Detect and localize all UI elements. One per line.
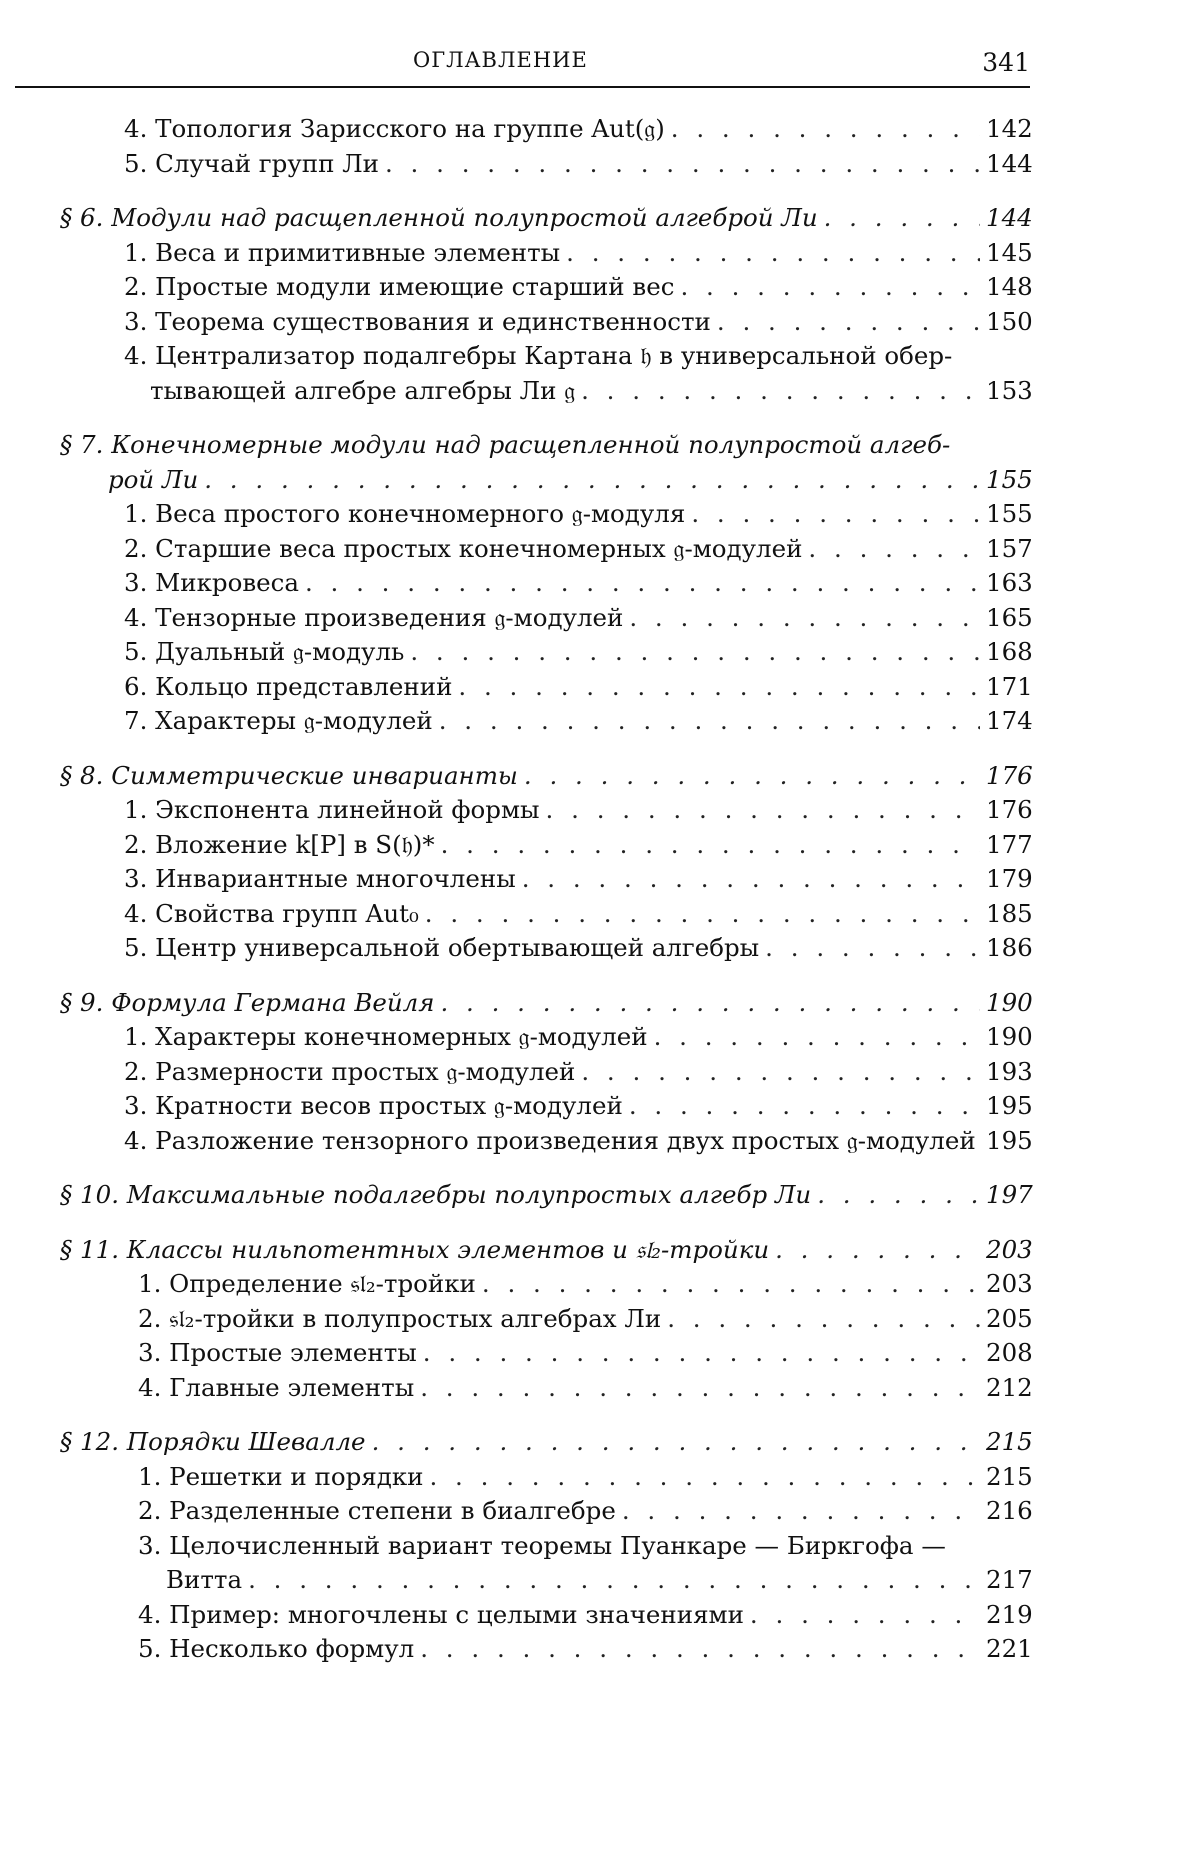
entry-page: 179 (986, 864, 1033, 893)
spacer (60, 739, 1030, 759)
entry-title: 6. Кольцо представлений (124, 671, 453, 701)
entry-title: 4. Разложение тензорного произведения двух простых 𝔤-модулей (124, 1125, 976, 1155)
toc-entry (60, 635, 1033, 670)
entry-page: 216 (986, 1496, 1033, 1525)
entry-page: 193 (986, 1056, 1033, 1086)
section-heading (60, 759, 1033, 794)
dot-leader (629, 1089, 980, 1124)
entry-title: 4. Топология Зарисского на группе Aut(𝔤) (124, 114, 665, 143)
dot-leader (581, 374, 980, 409)
entry-page: 176 (986, 760, 1033, 790)
toc-entry (60, 532, 1033, 567)
dot-leader (524, 759, 980, 794)
entry-page: 195 (986, 1125, 1033, 1155)
entry-title: 4. Тензорные произведения 𝔤-модулей (124, 602, 624, 632)
entry-page: 212 (986, 1372, 1033, 1402)
toc-entry (60, 670, 1033, 705)
toc-entry (60, 1124, 1033, 1159)
entry-title: 2. Размерности простых 𝔤-модулей (124, 1056, 576, 1086)
toc-entry (60, 1020, 1033, 1055)
entry-title: 7. Характеры 𝔤-модулей (124, 706, 433, 735)
dot-leader (817, 1178, 980, 1213)
entry-page: 157 (986, 533, 1033, 563)
entry-page: 197 (986, 1180, 1033, 1209)
dot-leader (458, 670, 980, 705)
entry-title: § 12. Порядки Шевалле (60, 1427, 366, 1456)
entry-title: тывающей алгебре алгебры Ли 𝔤 (150, 375, 576, 405)
entry-title: 3. Теорема существования и единственности (124, 306, 711, 336)
toc-entry (60, 1494, 1033, 1529)
entry-page: 215 (986, 1427, 1033, 1456)
toc-entry (60, 497, 1033, 532)
entry-title: § 11. Классы нильпотентных элементов и 𝔰𝔩₂-тройки (60, 1234, 770, 1264)
dot-leader (717, 305, 980, 340)
entry-page: 144 (986, 148, 1033, 178)
dot-leader (667, 1302, 980, 1337)
entry-page: 219 (986, 1599, 1033, 1629)
entry-page: 221 (986, 1634, 1033, 1663)
entry-page: 203 (986, 1269, 1033, 1298)
entry-page: 190 (986, 987, 1033, 1017)
toc-entry (60, 147, 1033, 182)
entry-title: 5. Дуальный 𝔤-модуль (124, 637, 405, 666)
entry-title: 2. Простые модули имеющие старший вес (124, 272, 675, 301)
dot-leader (622, 1494, 980, 1529)
table-of-contents (60, 112, 1033, 1667)
entry-page: 148 (986, 272, 1033, 301)
toc-entry (60, 1302, 1033, 1337)
dot-leader (750, 1598, 980, 1633)
entry-page: 145 (986, 237, 1033, 267)
entry-title: 2. 𝔰𝔩₂-тройки в полупростых алгебрах Ли (138, 1303, 662, 1333)
dot-leader (482, 1267, 980, 1302)
entry-title: 1. Экспонента линейной формы (124, 795, 540, 824)
entry-title: 2. Вложение k[P] в S(𝔥)* (124, 829, 435, 859)
entry-title: § 9. Формула Германа Вейля (60, 987, 435, 1017)
dot-leader (581, 1055, 980, 1090)
toc-entry (60, 1563, 1033, 1598)
toc-entry (60, 828, 1033, 863)
dot-leader (204, 463, 980, 498)
spacer (60, 1213, 1030, 1233)
section-heading (60, 986, 1033, 1021)
entry-page: 150 (986, 306, 1033, 336)
dot-leader (691, 497, 980, 532)
dot-leader (522, 862, 980, 897)
entry-page: 215 (986, 1461, 1033, 1491)
entry-title: 1. Определение 𝔰𝔩₂-тройки (138, 1269, 476, 1298)
dot-leader (441, 828, 980, 863)
entry-page: 174 (986, 706, 1033, 735)
header-title: ОГЛАВЛЕНИЕ (413, 48, 588, 72)
entry-title: 5. Несколько формул (138, 1634, 415, 1663)
dot-leader (423, 1336, 980, 1371)
entry-title: 3. Простые элементы (138, 1338, 417, 1367)
toc-entry (60, 112, 1033, 147)
entry-title: 5. Центр универсальной обертывающей алгебры (124, 933, 760, 962)
spacer (60, 1405, 1030, 1425)
entry-title: рой Ли (108, 464, 199, 494)
dot-leader (410, 635, 980, 670)
entry-page: 168 (986, 637, 1033, 666)
entry-page: 163 (986, 568, 1033, 597)
entry-title: § 6. Модули над расщепленной полупростой алгеброй Ли (60, 203, 818, 232)
spacer (60, 408, 1030, 428)
entry-page: 165 (986, 602, 1033, 632)
section-heading (60, 201, 1033, 236)
entry-page: 153 (986, 375, 1033, 405)
entry-title: § 10. Максимальные подалгебры полупростых алгебр Ли (60, 1180, 812, 1209)
entry-title: Витта (166, 1565, 243, 1594)
spacer (60, 181, 1030, 201)
section-heading (60, 463, 1033, 498)
dot-leader (425, 897, 980, 932)
dot-leader (420, 1632, 980, 1667)
dot-leader (420, 1371, 980, 1406)
entry-page: 195 (986, 1091, 1033, 1120)
dot-leader (671, 112, 980, 147)
entry-page: 144 (986, 203, 1033, 232)
page-number: 341 (982, 48, 1030, 77)
toc-entry (60, 1632, 1033, 1667)
dot-leader (680, 270, 980, 305)
entry-page: 190 (986, 1022, 1033, 1051)
toc-entry (60, 931, 1033, 966)
entry-page: 217 (986, 1565, 1033, 1594)
toc-entry (60, 270, 1033, 305)
entry-title: 4. Пример: многочлены с целыми значениями (138, 1599, 744, 1629)
dot-leader (765, 931, 980, 966)
toc-entry (60, 236, 1033, 271)
dot-leader (248, 1563, 980, 1598)
dot-leader (775, 1233, 980, 1268)
dot-leader (439, 704, 980, 739)
entry-page: 171 (986, 671, 1033, 701)
entry-page: 186 (986, 933, 1033, 962)
header-rule (15, 86, 1030, 88)
entry-title: 1. Веса простого конечномерного 𝔤-модуля (124, 499, 686, 528)
section-heading (60, 1233, 1033, 1268)
entry-page: 177 (986, 829, 1033, 859)
dot-leader (808, 532, 980, 567)
section-heading (60, 1178, 1033, 1213)
spacer (60, 1158, 1030, 1178)
entry-page: 142 (986, 114, 1033, 143)
toc-entry (60, 897, 1033, 932)
dot-leader (305, 566, 980, 601)
entry-title: 1. Решетки и порядки (138, 1461, 424, 1491)
entry-title: 3. Кратности весов простых 𝔤-модулей (124, 1091, 623, 1120)
entry-page: 205 (986, 1303, 1033, 1333)
toc-entry (60, 704, 1033, 739)
dot-leader (824, 201, 980, 236)
entry-title: 3. Инвариантные многочлены (124, 864, 516, 893)
dot-leader (629, 601, 980, 636)
entry-page: 185 (986, 898, 1033, 928)
entry-title: 2. Старшие веса простых конечномерных 𝔤-модулей (124, 533, 803, 563)
entry-title-line: § 7. Конечномерные модули над расщепленной полупростой алгеб- (60, 430, 951, 459)
entry-page: 203 (986, 1234, 1033, 1264)
entry-title: 3. Микровеса (124, 568, 299, 597)
entry-title: § 8. Симметрические инварианты (60, 760, 518, 790)
dot-leader (654, 1020, 980, 1055)
toc-entry (60, 1267, 1033, 1302)
toc-entry (60, 1055, 1033, 1090)
toc-entry (60, 566, 1033, 601)
running-header (15, 48, 1030, 88)
dot-leader (372, 1425, 980, 1460)
entry-title: 5. Случай групп Ли (124, 148, 379, 178)
toc-entry (60, 374, 1033, 409)
toc-entry (60, 601, 1033, 636)
toc-entry (60, 862, 1033, 897)
dot-leader (546, 793, 980, 828)
dot-leader (440, 986, 980, 1021)
dot-leader (566, 236, 980, 271)
entry-title-line: 3. Целочисленный вариант теоремы Пуанкаре — Биркгофа — (138, 1530, 946, 1560)
entry-page: 155 (986, 464, 1033, 494)
toc-entry (60, 1598, 1033, 1633)
section-heading (60, 1425, 1033, 1460)
entry-title: 2. Разделенные степени в биалгебре (138, 1496, 616, 1525)
toc-entry (60, 1371, 1033, 1406)
entry-title: 4. Главные элементы (138, 1372, 415, 1402)
entry-title: 4. Свойства групп Aut₀ (124, 898, 419, 928)
dot-leader (385, 147, 980, 182)
entry-page: 208 (986, 1338, 1033, 1367)
entry-title: 1. Веса и примитивные элементы (124, 237, 561, 267)
toc-entry (60, 1336, 1033, 1371)
dot-leader (429, 1460, 980, 1495)
toc-entry (60, 793, 1033, 828)
spacer (60, 966, 1030, 986)
entry-page: 176 (986, 795, 1033, 824)
toc-entry (60, 1089, 1033, 1124)
entry-page: 155 (986, 499, 1033, 528)
entry-title: 1. Характеры конечномерных 𝔤-модулей (124, 1022, 648, 1051)
entry-title-line: 4. Централизатор подалгебры Картана 𝔥 в универсальной обер- (124, 341, 953, 370)
toc-entry (60, 1460, 1033, 1495)
toc-entry (60, 305, 1033, 340)
